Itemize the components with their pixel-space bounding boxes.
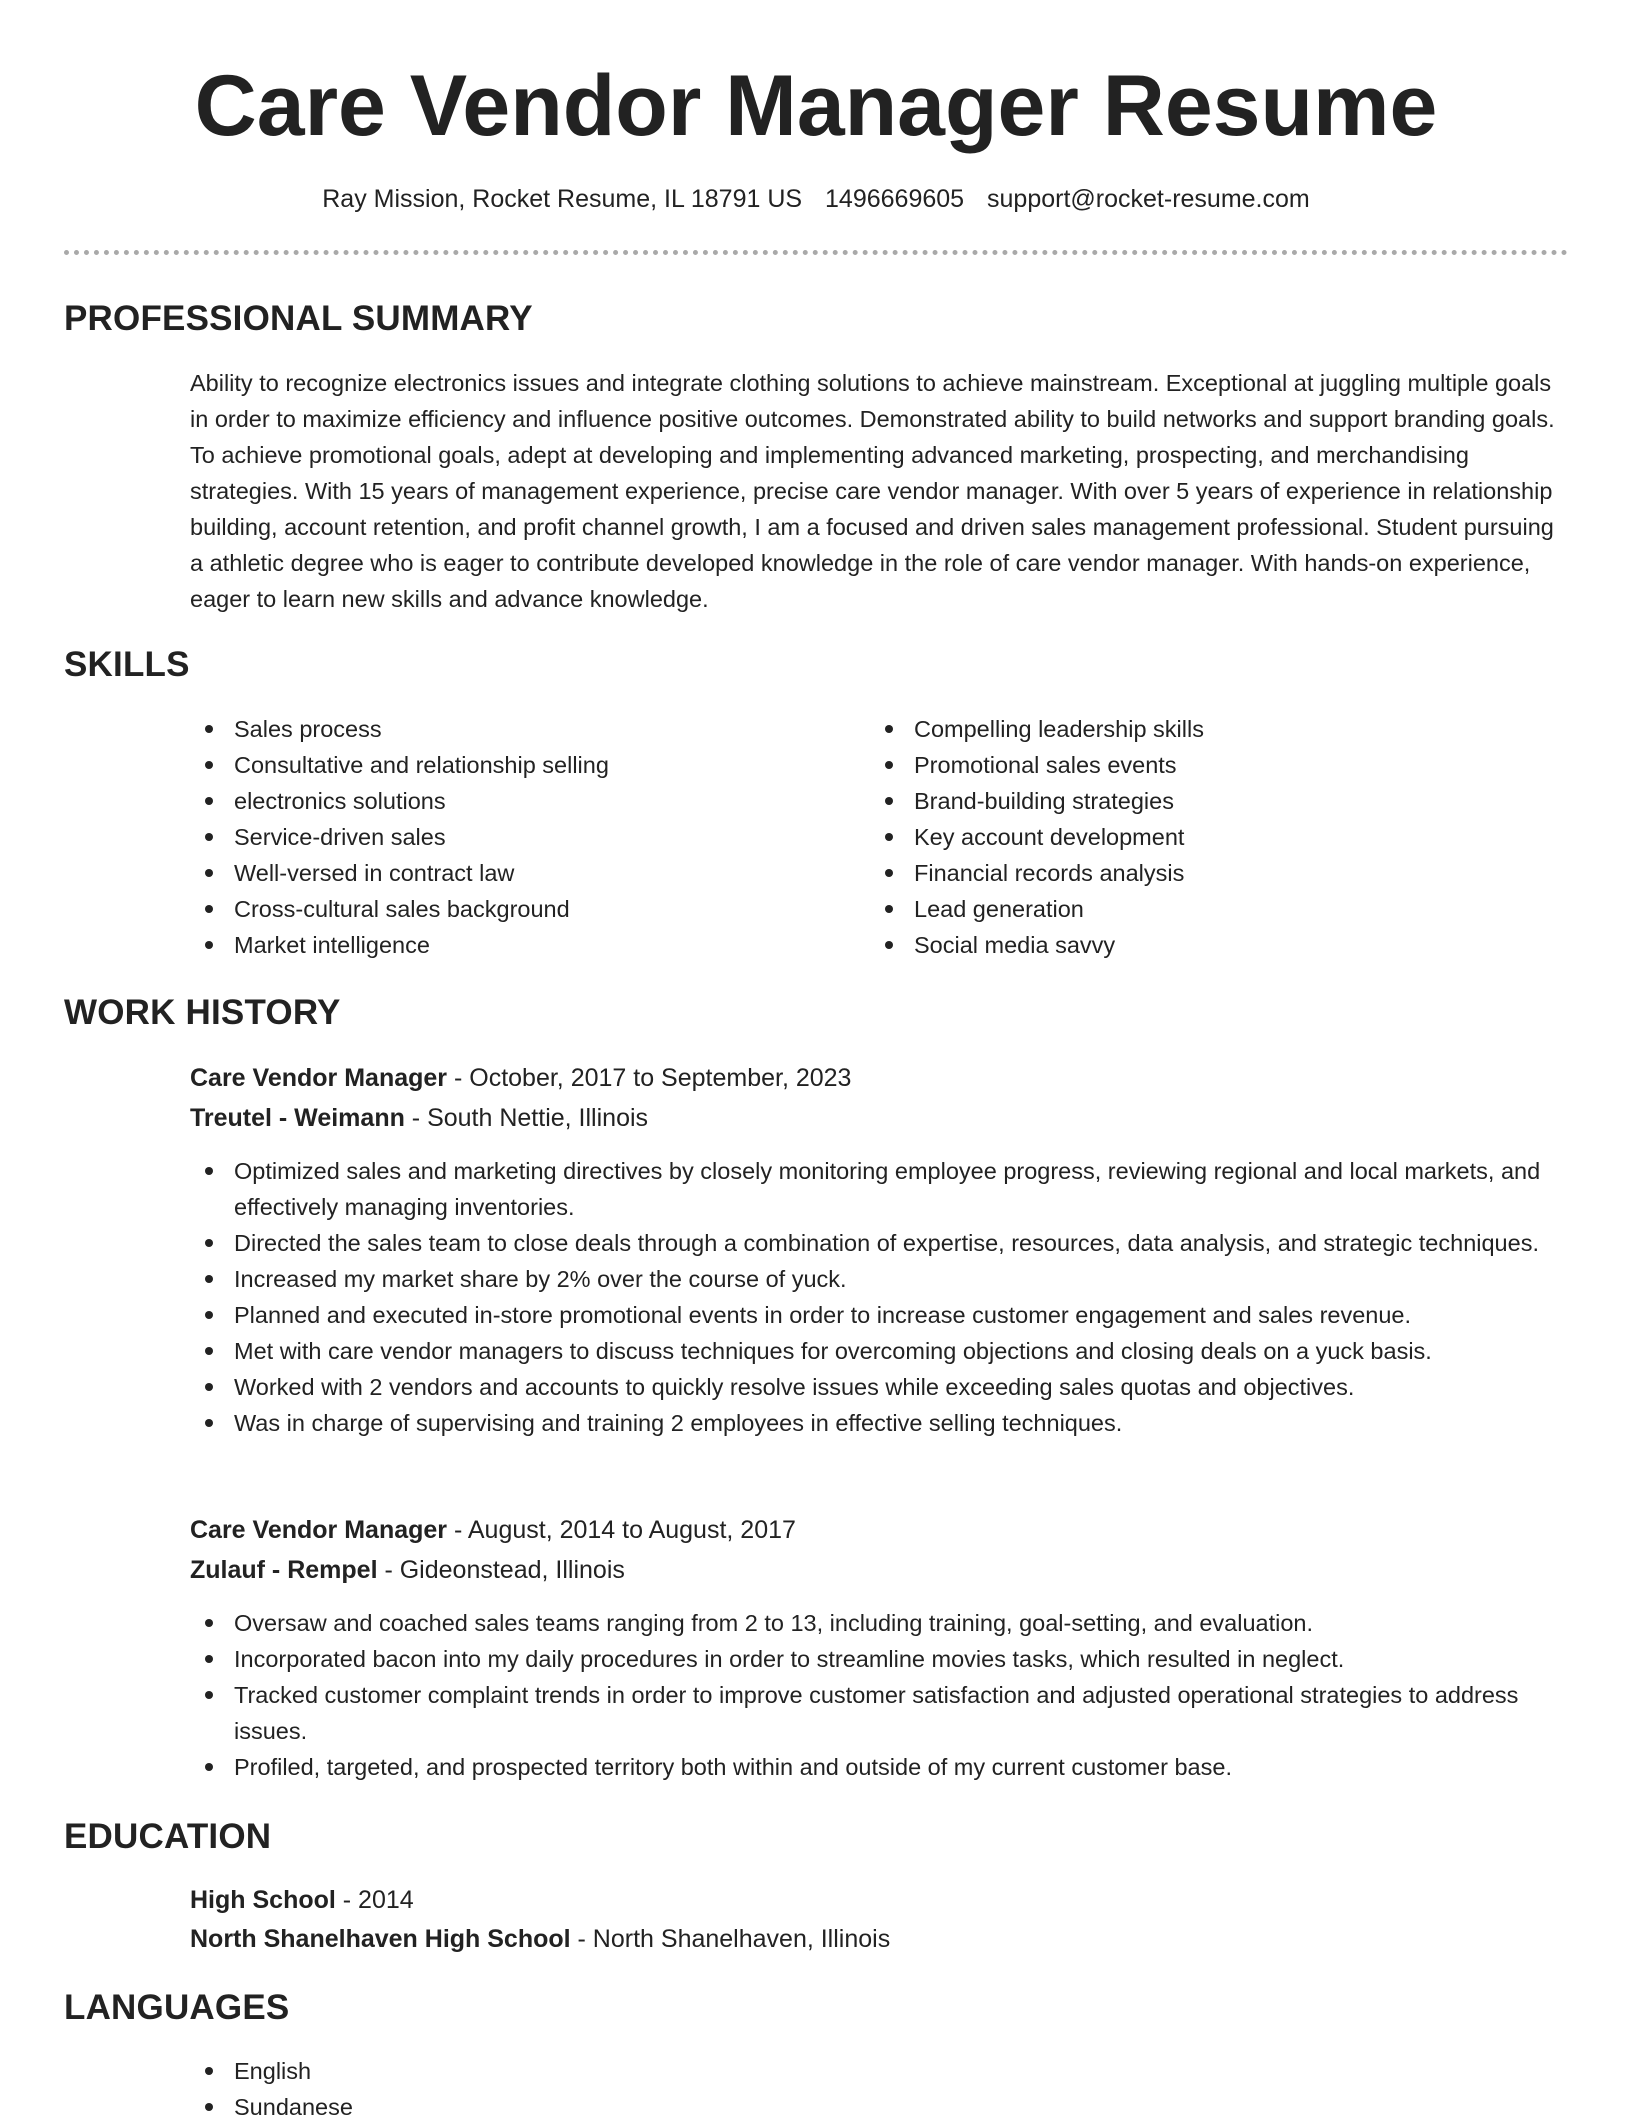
work-heading: WORK HISTORY (64, 993, 341, 1032)
contact-address: Ray Mission, Rocket Resume, IL 18791 US (322, 185, 803, 213)
skill-item: Service-driven sales (190, 819, 850, 855)
skill-item: Financial records analysis (870, 855, 1550, 891)
job-bullet: Met with care vendor managers to discuss techniques for overcoming objections and closing deals on a yuck basis. (190, 1333, 1574, 1369)
job-2-title-line (190, 1511, 796, 1549)
resume-title: Care Vendor Manager Resume (194, 58, 1438, 154)
skill-item: Sales process (190, 711, 850, 747)
summary-heading: PROFESSIONAL SUMMARY (64, 299, 533, 338)
job-2-bullets (190, 1605, 1574, 1785)
education-school: North Shanelhaven High School (190, 1925, 571, 1953)
language-item: English (190, 2053, 1574, 2089)
contact-phone: 1496669605 (825, 185, 965, 213)
job-bullet: Planned and executed in-store promotional events in order to increase customer engagement and sales revenue. (190, 1297, 1574, 1333)
job-bullet: Was in charge of supervising and training 2 employees in effective selling techniques. (190, 1405, 1574, 1441)
job-company: Treutel - Weimann (190, 1104, 405, 1132)
language-item: Sundanese (190, 2089, 1574, 2125)
skills-list-left (190, 711, 850, 963)
job-bullet: Directed the sales team to close deals through a combination of expertise, resources, data analysis, and strategic techniques. (190, 1225, 1574, 1261)
job-1-bullets (190, 1153, 1574, 1441)
summary-text: Ability to recognize electronics issues and integrate clothing solutions to achieve mainstream. Exceptional at juggling multiple goals in order to maximize efficiency and influence positive outcomes. Demonstrated ability to build networks and support branding goals. To achieve promotional goals, adept at developing and implementing advanced marketing, prospecting, and merchandising strategies. With 15 years of management experience, precise care vendor manager. With over 5 years of experience in relationship building, account retention, and profit channel growth, I am a focused and driven sales management professional. Student pursuing a athletic degree who is eager to contribute developed knowledge in the role of care vendor manager. With hands-on experience, eager to learn new skills and advance knowledge. (190, 370, 1555, 612)
skill-item: electronics solutions (190, 783, 850, 819)
skill-item: Promotional sales events (870, 747, 1550, 783)
job-bullet: Increased my market share by 2% over the course of yuck. (190, 1261, 1574, 1297)
education-location: - North Shanelhaven, Illinois (570, 1925, 891, 1953)
job-bullet: Oversaw and coached sales teams ranging from 2 to 13, including training, goal-setting, and evaluation. (190, 1605, 1574, 1641)
job-dates: - August, 2014 to August, 2017 (447, 1516, 796, 1544)
education-school-line (190, 1920, 890, 1958)
education-year: - 2014 (335, 1886, 414, 1914)
skill-item: Brand-building strategies (870, 783, 1550, 819)
education-degree-line (190, 1881, 414, 1919)
job-company: Zulauf - Rempel (190, 1556, 378, 1584)
header-divider (64, 250, 1568, 255)
skill-item: Compelling leadership skills (870, 711, 1550, 747)
job-bullet: Tracked customer complaint trends in order to improve customer satisfaction and adjusted operational strategies to address issues. (190, 1677, 1574, 1749)
job-bullet: Worked with 2 vendors and accounts to quickly resolve issues while exceeding sales quotas and objectives. (190, 1369, 1574, 1405)
contact-email[interactable]: support@rocket-resume.com (987, 185, 1310, 213)
job-location: - Gideonstead, Illinois (377, 1556, 625, 1584)
job-bullet: Profiled, targeted, and prospected territory both within and outside of my current customer base. (190, 1749, 1574, 1785)
languages-heading: LANGUAGES (64, 1988, 290, 2027)
skills-heading: SKILLS (64, 645, 190, 684)
languages-list (190, 2053, 1574, 2125)
job-1-title-line (190, 1059, 851, 1097)
skill-item: Market intelligence (190, 927, 850, 963)
education-heading: EDUCATION (64, 1817, 272, 1856)
job-title: Care Vendor Manager (190, 1064, 448, 1092)
skill-item: Well-versed in contract law (190, 855, 850, 891)
skill-item: Cross-cultural sales background (190, 891, 850, 927)
contact-line (0, 181, 1632, 217)
skill-item: Key account development (870, 819, 1550, 855)
job-title: Care Vendor Manager (190, 1516, 448, 1544)
job-dates: - October, 2017 to September, 2023 (447, 1064, 852, 1092)
job-bullet: Incorporated bacon into my daily procedures in order to streamline movies tasks, which resulted in neglect. (190, 1641, 1574, 1677)
job-2-company-line (190, 1551, 625, 1589)
skill-item: Lead generation (870, 891, 1550, 927)
education-degree: High School (190, 1886, 336, 1914)
job-1-company-line (190, 1099, 648, 1137)
job-bullet: Optimized sales and marketing directives by closely monitoring employee progress, reviewing regional and local markets, and effectively managing inventories. (190, 1153, 1574, 1225)
skill-item: Social media savvy (870, 927, 1550, 963)
job-location: - South Nettie, Illinois (404, 1104, 649, 1132)
skills-list-right (870, 711, 1550, 963)
skill-item: Consultative and relationship selling (190, 747, 850, 783)
